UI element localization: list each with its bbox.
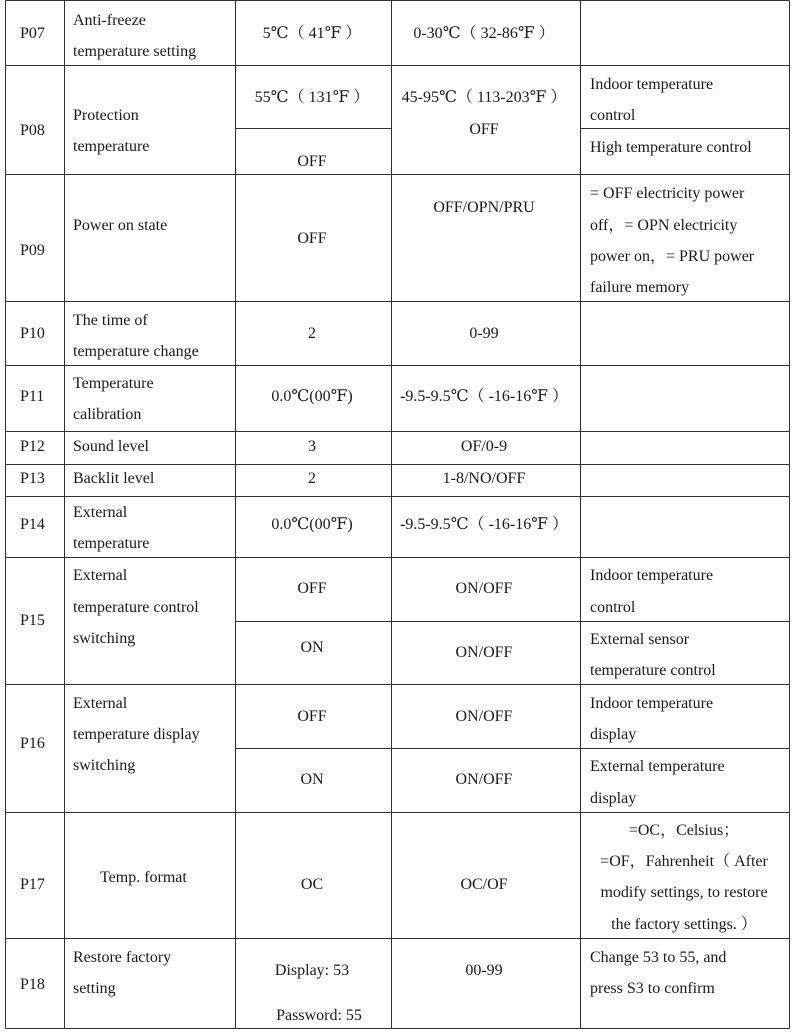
default-value: 2	[308, 325, 316, 342]
value-range: -9.5-9.5℃（ -16-16℉ ）	[400, 388, 568, 405]
note: Change 53 to 55, and	[590, 949, 727, 966]
default-value: OFF	[297, 153, 327, 170]
note: off，= OPN electricity	[590, 217, 738, 234]
row-name: switching	[73, 757, 136, 774]
row-name: temperature change	[73, 343, 199, 360]
note: control	[590, 107, 636, 124]
value-range: -9.5-9.5℃（ -16-16℉ ）	[400, 516, 568, 533]
default-value: 5℃（ 41℉ ）	[262, 25, 362, 42]
row-code: P18	[20, 976, 45, 993]
row-code: P08	[20, 122, 45, 139]
row-name: calibration	[73, 406, 142, 423]
value-range: ON/OFF	[455, 771, 513, 788]
value-range: ON/OFF	[455, 644, 513, 661]
note: = OFF electricity power	[590, 185, 745, 202]
note: power on，= PRU power	[590, 248, 755, 265]
default-value: 0.0℃(00℉)	[271, 388, 353, 405]
default-value: ON	[300, 639, 324, 656]
note: =OC，Celsius；	[628, 822, 740, 839]
value-range: OFF	[469, 121, 499, 138]
note: failure memory	[590, 279, 690, 296]
default-value: OC	[300, 876, 324, 893]
value-range: OC/OF	[460, 876, 508, 893]
value-range: 45-95℃（ 113-203℉ ）	[401, 89, 567, 106]
note: High temperature control	[590, 139, 752, 156]
row-code: P11	[20, 388, 45, 405]
value-range: OFF/OPN/PRU	[433, 199, 535, 216]
row-name: Power on state	[73, 217, 168, 234]
note: display	[590, 726, 637, 743]
row-name: temperature setting	[73, 43, 197, 60]
row-code: P13	[20, 470, 45, 487]
default-value: 55℃（ 131℉ ）	[254, 89, 370, 106]
default-value: OFF	[297, 230, 327, 247]
value-range: OF/0-9	[460, 438, 508, 455]
row-name: temperature control	[73, 599, 199, 616]
default-value: 3	[308, 438, 316, 455]
value-range: ON/OFF	[455, 580, 513, 597]
row-name: External	[73, 504, 128, 521]
row-name: Anti-freeze	[73, 12, 146, 29]
row-name: temperature	[73, 138, 150, 155]
row-code: P09	[20, 242, 45, 259]
note: External temperature	[590, 758, 725, 775]
row-code: P07	[20, 25, 45, 42]
default-value: OFF	[297, 580, 327, 597]
note: control	[590, 599, 636, 616]
row-name: External	[73, 695, 128, 712]
row-code: P10	[20, 325, 45, 342]
note: press S3 to confirm	[590, 980, 715, 997]
row-name: External	[73, 567, 128, 584]
note: External sensor	[590, 631, 690, 648]
row-name: temperature display	[73, 726, 200, 743]
row-code: P14	[20, 516, 45, 533]
default-value: ON	[300, 771, 324, 788]
row-name: Restore factory	[73, 949, 172, 966]
default-value: 0.0℃(00℉)	[271, 516, 353, 533]
row-name: Sound level	[73, 438, 149, 455]
note: =OF，Fahrenheit（ After	[600, 853, 768, 870]
note: Indoor temperature	[590, 567, 714, 584]
default-value: Display: 53	[274, 962, 350, 979]
row-code: P12	[20, 438, 45, 455]
row-name: Protection	[73, 107, 139, 124]
note: display	[590, 790, 637, 807]
row-code: P17	[20, 876, 45, 893]
row-name: The time of	[73, 312, 148, 329]
row-name: switching	[73, 630, 136, 647]
row-name: setting	[73, 980, 116, 997]
value-range: 1-8/NO/OFF	[442, 470, 526, 487]
note: modify settings, to restore	[600, 884, 768, 901]
default-value: Password: 55	[276, 1007, 362, 1024]
row-code: P16	[20, 735, 45, 752]
note: the factory settings. ）	[611, 916, 757, 933]
value-range: 0-30℃（ 32-86℉ ）	[413, 25, 555, 42]
value-range: ON/OFF	[455, 708, 513, 725]
value-range: 00-99	[465, 962, 503, 979]
row-name: Temp. format	[100, 869, 187, 886]
note: Indoor temperature	[590, 76, 714, 93]
note: Indoor temperature	[590, 695, 714, 712]
default-value: OFF	[297, 708, 327, 725]
row-name: Temperature	[73, 375, 154, 392]
note: temperature control	[590, 662, 716, 679]
row-name: Backlit level	[73, 470, 155, 487]
default-value: 2	[308, 470, 316, 487]
row-code: P15	[20, 612, 45, 629]
value-range: 0-99	[469, 325, 499, 342]
row-name: temperature	[73, 535, 150, 552]
